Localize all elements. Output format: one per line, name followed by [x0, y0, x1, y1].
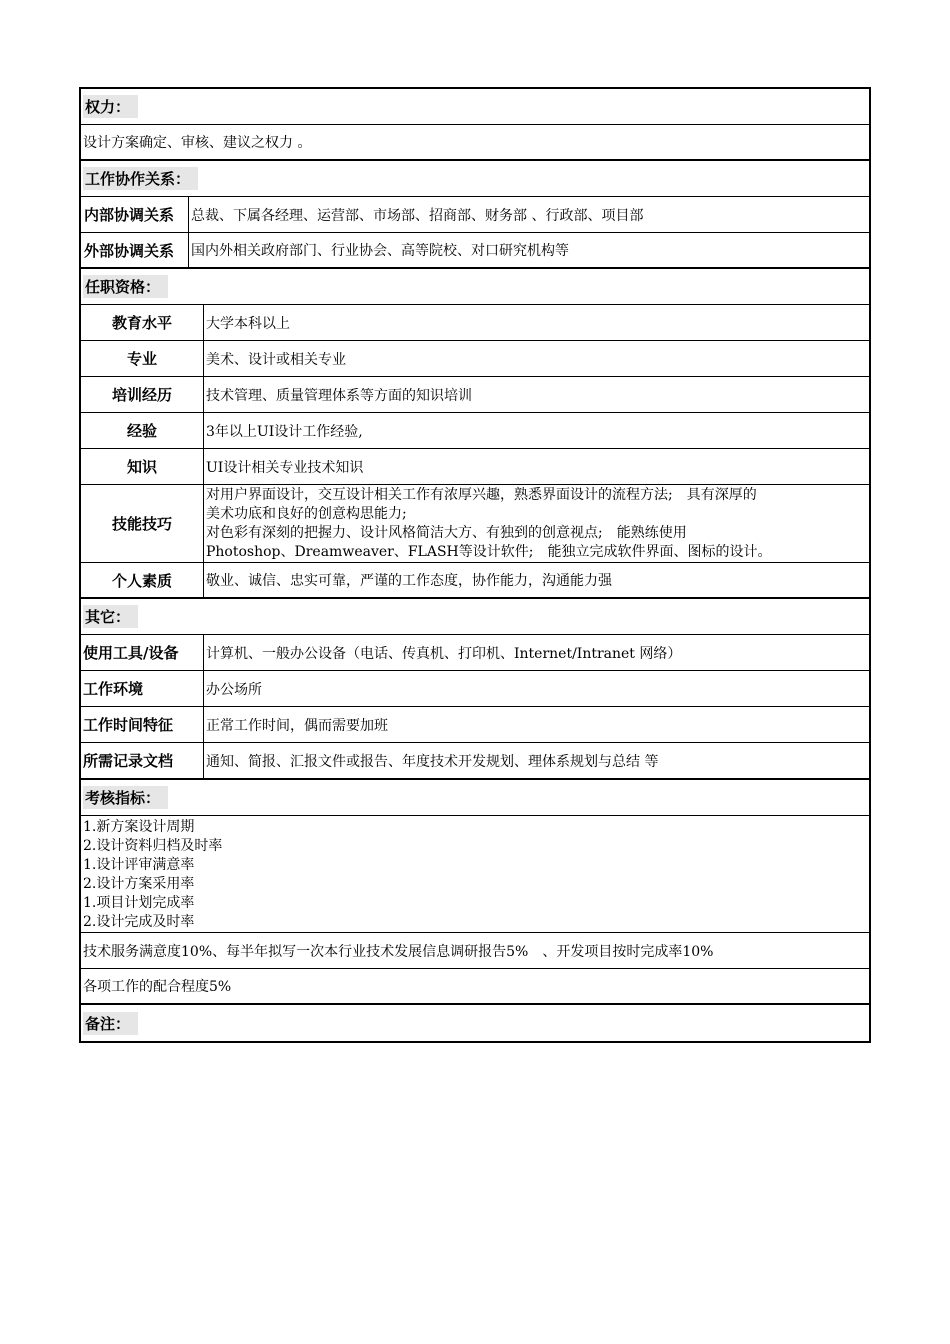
qualifications-block	[81, 305, 869, 599]
tools-value: 计算机、一般办公设备（电话、传真机、打印机、Internet/Intranet 网络）	[206, 645, 682, 662]
knowledge-value: UI设计相关专业技术知识	[206, 459, 364, 476]
qualifications-header-row	[81, 269, 869, 305]
experience-value: 3年以上UI设计工作经验,	[206, 423, 363, 440]
records-label: 所需记录文档	[81, 743, 204, 778]
assessment-item: 1.新方案设计周期	[83, 819, 195, 835]
internal-coordination-row	[81, 197, 869, 233]
experience-row	[81, 413, 869, 449]
assessment-item: 2.设计资料归档及时率	[83, 838, 223, 854]
assessment-cooperation-text: 各项工作的配合程度5%	[83, 979, 232, 995]
education-label: 教育水平	[81, 305, 204, 340]
cooperation-header: 工作协作关系：	[83, 167, 198, 190]
environment-row	[81, 671, 869, 707]
skills-row	[81, 485, 869, 563]
other-header-row	[81, 599, 869, 635]
knowledge-row	[81, 449, 869, 485]
work-time-value: 正常工作时间，偶而需要加班	[206, 717, 388, 734]
power-header: 权力：	[83, 95, 138, 118]
assessment-item: 1.设计评审满意率	[83, 857, 195, 873]
major-value: 美术、设计或相关专业	[206, 351, 346, 368]
cooperation-header-row	[81, 161, 869, 197]
skills-label: 技能技巧	[81, 485, 204, 562]
major-row	[81, 341, 869, 377]
environment-label: 工作环境	[81, 671, 204, 706]
personal-quality-label: 个人素质	[81, 563, 204, 597]
tools-label: 使用工具/设备	[81, 635, 204, 670]
power-header-row	[81, 89, 869, 125]
external-coordination-label: 外部协调关系	[81, 233, 189, 267]
training-row	[81, 377, 869, 413]
assessment-line-2	[81, 933, 869, 969]
environment-value: 办公场所	[206, 681, 262, 698]
work-time-label: 工作时间特征	[81, 707, 204, 742]
training-label: 培训经历	[81, 377, 204, 412]
skills-line: 美术功底和良好的创意构思能力;	[206, 506, 407, 522]
education-row	[81, 305, 869, 341]
internal-coordination-value: 总裁、下属各经理、运营部、市场部、招商部、财务部 、行政部、项目部	[191, 207, 644, 224]
skills-line: 对色彩有深刻的把握力、设计风格简洁大方、有独到的创意视点; 能熟练使用	[206, 525, 687, 541]
assessment-item: 2.设计方案采用率	[83, 876, 195, 892]
assessment-header: 考核指标：	[83, 786, 168, 809]
internal-coordination-label: 内部协调关系	[81, 197, 189, 232]
personal-quality-value: 敬业、诚信、忠实可靠，严谨的工作态度，协作能力，沟通能力强	[206, 573, 612, 589]
remarks-header-row	[81, 1005, 869, 1041]
training-value: 技术管理、质量管理体系等方面的知识培训	[206, 387, 472, 404]
tools-row	[81, 635, 869, 671]
remarks-header: 备注：	[83, 1012, 138, 1035]
records-row	[81, 743, 869, 780]
external-coordination-value: 国内外相关政府部门、行业协会、高等院校、对口研究机构等	[191, 243, 569, 259]
skills-value	[204, 485, 869, 562]
assessment-header-row	[81, 780, 869, 816]
work-time-row	[81, 707, 869, 743]
knowledge-label: 知识	[81, 449, 204, 484]
job-description-table	[79, 87, 871, 1043]
assessment-item: 2.设计完成及时率	[83, 914, 195, 930]
personal-quality-row	[81, 563, 869, 599]
skills-line: 对用户界面设计，交互设计相关工作有浓厚兴趣，熟悉界面设计的流程方法; 具有深厚的	[206, 487, 757, 503]
qualifications-header: 任职资格：	[83, 275, 168, 298]
power-text-row	[81, 125, 869, 161]
experience-label: 经验	[81, 413, 204, 448]
records-value: 通知、简报、汇报文件或报告、年度技术开发规划、理体系规划与总结 等	[206, 753, 659, 770]
external-coordination-row	[81, 233, 869, 269]
education-value: 大学本科以上	[206, 315, 290, 332]
assessment-list	[81, 816, 869, 933]
assessment-item: 1.项目计划完成率	[83, 895, 195, 911]
other-header: 其它：	[83, 605, 138, 628]
skills-line: Photoshop、Dreamweaver、FLASH等设计软件; 能独立完成软件界面、图标的设计。	[206, 544, 772, 560]
major-label: 专业	[81, 341, 204, 376]
power-text: 设计方案确定、审核、建议之权力 。	[83, 135, 312, 151]
assessment-service-text: 技术服务满意度10%、每半年拟写一次本行业技术发展信息调研报告5% 、开发项目按时完成率10%	[83, 943, 714, 960]
assessment-line-3	[81, 969, 869, 1005]
